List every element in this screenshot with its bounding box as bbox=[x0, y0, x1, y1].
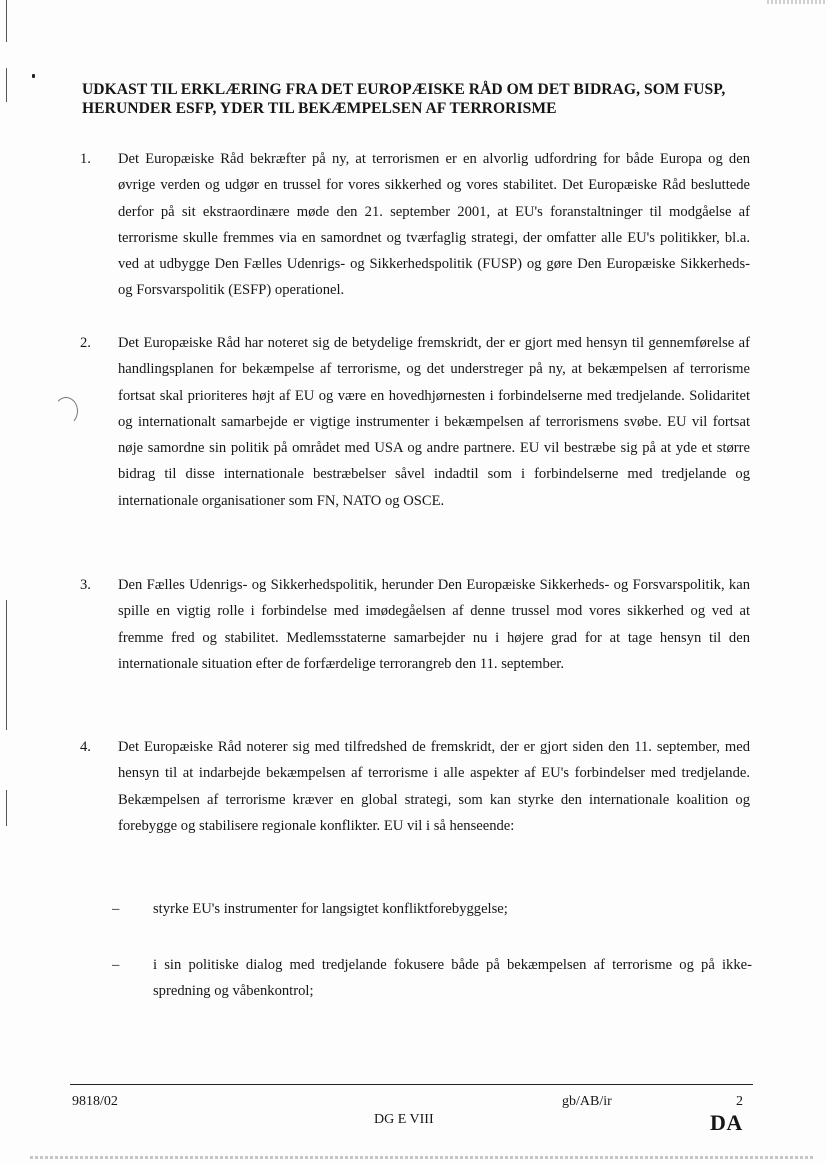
paragraph-text: Det Europæiske Råd noterer sig med tilfredshed de fremskridt, der er gjort siden den 11. september, med hensyn til at indarbejde bekæmpelsen af terrorisme i alle aspekter af EU's forbindelser med tredjelande. Bekæmpelsen af terrorisme kræver en global strategi, som kan styrke den internationale koalition og forebygge og stabilisere regionale konflikter. EU vil i så henseende: bbox=[118, 739, 750, 834]
paragraph-1 bbox=[80, 146, 750, 304]
paragraph-number: 4. bbox=[80, 739, 91, 755]
scan-artifact bbox=[30, 1156, 813, 1159]
paragraph-text: Den Fælles Udenrigs- og Sikkerhedspolitik, herunder Den Europæiske Sikkerheds- og Forsvarspolitik, kan spille en vigtig rolle i forbindelse med imødegåelsen af denne trussel mod vores sikkerhed og ved at fremme fred og stabilitet. Medlemsstaterne samarbejder nu i højere grad for at tage hensyn til den internationale situation efter de forfærdelige terrorangreb den 11. september. bbox=[118, 577, 750, 672]
scan-artifact bbox=[767, 0, 827, 4]
paragraph-3 bbox=[80, 572, 750, 677]
scan-artifact bbox=[6, 0, 7, 42]
scan-artifact bbox=[6, 600, 7, 730]
scan-artifact bbox=[6, 68, 7, 102]
paragraph-text: Det Europæiske Råd bekræfter på ny, at terrorismen er en alvorlig udfordring for både Europa og den øvrige verden og udgør en trussel for vores sikkerhed og vores stabilitet. Det Europæiske Råd besluttede derfor på sit ekstraordinære møde den 21. september 2001, at EU's foranstaltninger til modgåelse af terrorisme skulle fremmes via en samordnet og tværfaglig strategi, der omfatter alle EU's politikker, bl.a. ved at udbygge Den Fælles Udenrigs- og Sikkerhedspolitik (FUSP) og gøre Den Europæiske Sikkerheds- og Forsvarspolitik (ESFP) operationel. bbox=[118, 151, 750, 299]
bullet-item-2 bbox=[112, 952, 752, 1005]
footer-department: DG E VIII bbox=[374, 1112, 434, 1127]
bullet-text: i sin politiske dialog med tredjelande fokusere både på bekæmpelsen af terrorisme og på ikke-spredning og våbenkontrol; bbox=[153, 957, 752, 1000]
paragraph-4 bbox=[80, 734, 750, 839]
footer-language-code: DA bbox=[710, 1110, 743, 1135]
document-title: UDKAST TIL ERKLÆRING FRA DET EUROPÆISKE RÅD OM DET BIDRAG, SOM FUSP, HERUNDER ESFP, YDER TIL BEKÆMPELSEN AF TERRORISME bbox=[82, 81, 726, 117]
bullet-text: styrke EU's instrumenter for langsigtet konfliktforebyggelse; bbox=[153, 901, 508, 917]
footer-divider bbox=[70, 1084, 753, 1085]
bullet-dash: – bbox=[112, 901, 120, 917]
scan-artifact bbox=[6, 790, 7, 826]
paragraph-number: 2. bbox=[80, 335, 91, 351]
paragraph-number: 3. bbox=[80, 577, 91, 593]
scan-artifact bbox=[32, 74, 35, 78]
footer-doc-number: 9818/02 bbox=[72, 1094, 118, 1109]
bullet-dash: – bbox=[112, 957, 120, 973]
paragraph-number: 1. bbox=[80, 151, 91, 167]
paragraph-2 bbox=[80, 330, 750, 514]
bullet-item-1 bbox=[112, 896, 752, 922]
paragraph-text: Det Europæiske Råd har noteret sig de betydelige fremskridt, der er gjort med hensyn til gennemførelse af handlingsplanen for bekæmpelse af terrorisme, og det understreger på ny, at bekæmpelsen af terrorisme fortsat skal prioriteres højt af EU og være en hovedhjørnesten i forbindelserne med tredjelande. Solidaritet og internationalt samarbejde er vigtige instrumenter i bekæmpelsen af terrorismens svøbe. EU vil fortsat nøje samordne sin politik på området med USA og andre partnere. EU vil bestræbe sig på at yde et større bidrag til disse internationale bestræbelser såvel indadtil som i forbindelserne med tredjelande og internationale organisationer som FN, NATO og OSCE. bbox=[118, 335, 750, 509]
footer-page-number: 2 bbox=[736, 1094, 743, 1109]
footer-initials: gb/AB/ir bbox=[562, 1094, 612, 1109]
scan-artifact bbox=[54, 397, 78, 425]
